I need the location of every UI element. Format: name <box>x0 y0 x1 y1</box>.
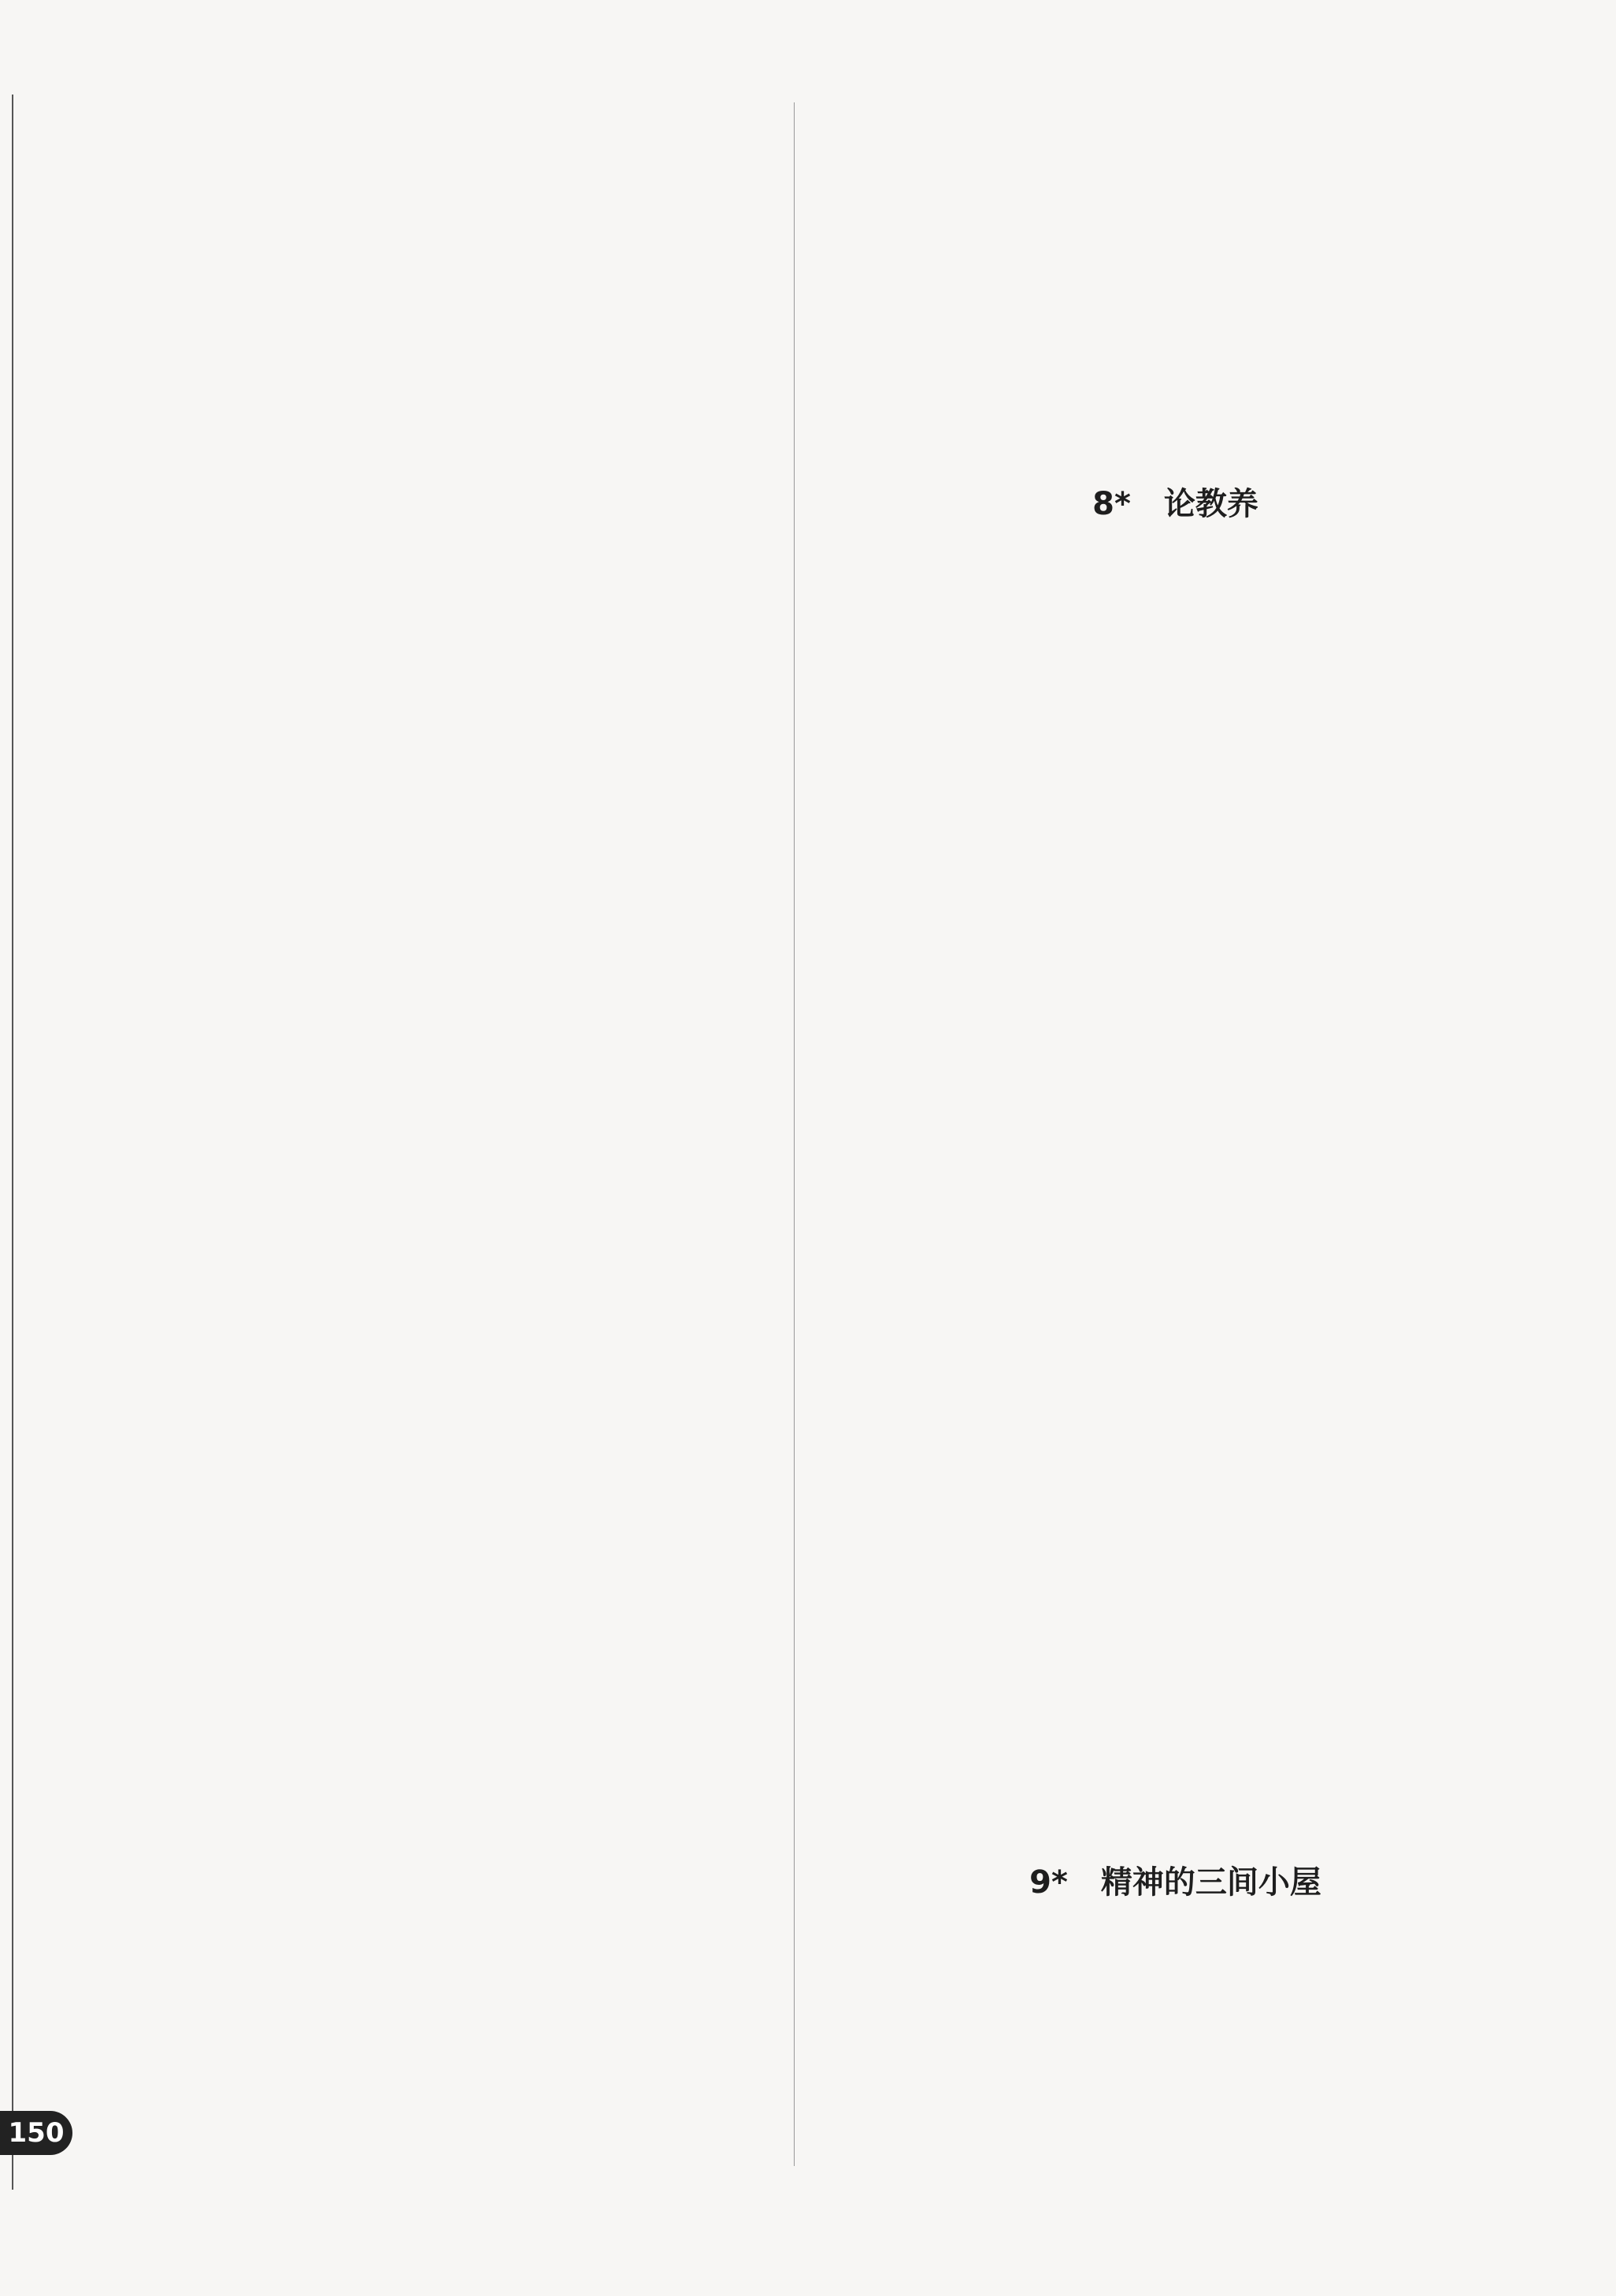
lesson-8-title <box>803 480 1547 528</box>
right-column <box>803 110 1547 1912</box>
column-divider <box>794 102 795 2166</box>
lesson-8-title-text: 论教养 <box>1163 486 1258 522</box>
lesson-9-number: 9* <box>1029 1864 1068 1901</box>
lesson-9-title-text: 精神的三间小屋 <box>1100 1864 1321 1901</box>
margin-rule <box>12 95 13 2190</box>
lesson-8-number: 8* <box>1092 486 1131 522</box>
page-number-badge: 150 <box>0 2111 72 2155</box>
lesson-9-title <box>803 1859 1547 1906</box>
